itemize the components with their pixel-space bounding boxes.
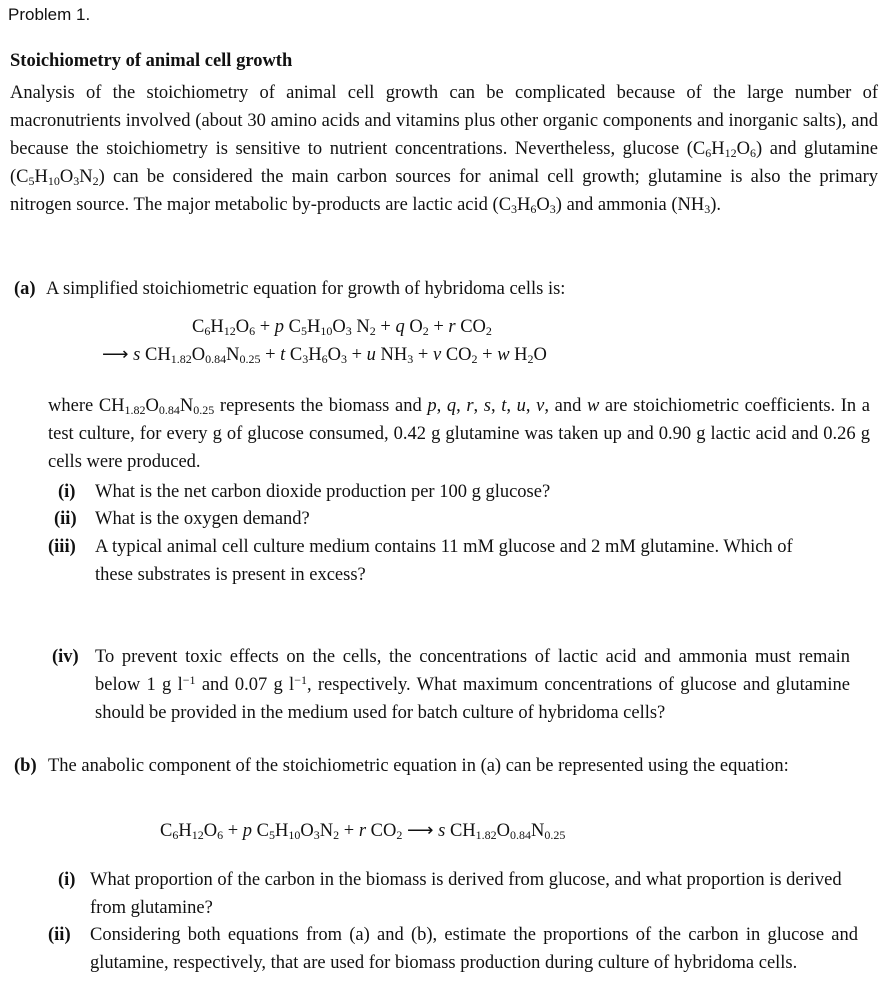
problem-heading: Problem 1. [8, 5, 91, 24]
question-a-i-label: (i) [58, 482, 76, 502]
glutamine-formula: $C_5H_{10}O_3N_2$ [16, 167, 99, 188]
part-a-where [48, 392, 870, 476]
question-a-iii-text: A typical animal cell culture medium contains 11 mM glucose and 2 mM glutamine. Which of these substrates is present in excess? [95, 537, 793, 585]
intro-text-5: ). [710, 195, 722, 215]
biomass-formula: $CH_{1.82}O_{0.84}N_{0.25}$ [98, 396, 215, 417]
question-a-ii-label: (ii) [54, 509, 77, 529]
equation-a-line1: $C_6H_{12}O_6 + p$ $C_5H_{10}O_3$ $N_2 + q$ $O_2 + r$ $CO_2$ [192, 317, 492, 338]
where-text-1: where [48, 396, 99, 416]
question-b-ii-text: Considering both equations from (a) and (b), estimate the proportions of the carbon in glucose and glutamine, respectively, that are used for biomass production during culture of hybridoma cells. [90, 925, 858, 973]
question-b-ii-label: (ii) [48, 925, 71, 945]
part-b-label: (b) [14, 756, 37, 776]
ammonia-formula: $NH_3$ [677, 195, 711, 216]
part-a-label: (a) [14, 279, 36, 299]
glucose-formula: $C_6H_{12}O_6$ [692, 139, 757, 160]
intro-text-2: ) and glutamine ( [10, 139, 879, 187]
question-a-iv-text: To prevent toxic effects on the cells, the concentrations of lactic acid and ammonia must remain below 1 g $l^{-1}$ and 0.07 g $l^{-1}$, respectively. What maximum concentrations of glucose and glutamine should be provided in the medium used for batch culture of hybridoma cells? [95, 647, 850, 723]
intro-text-3: ) can be considered the main carbon sources for animal cell growth; glutamine is also the primary nitrogen source. The major metabolic by-products are lactic acid ( [10, 167, 878, 215]
intro-paragraph [10, 79, 878, 219]
question-a-iii-label: (iii) [48, 537, 76, 557]
question-a-ii-text: What is the oxygen demand? [95, 509, 310, 529]
where-text-2: represents the biomass and p, q, r, s, t, u, v, and w are stoichiometric coefficients. In a test culture, for every g of glucose consumed, 0.42 g glutamine was taken up and 0.90 g lactic acid and 0.26 g cells were produced. [48, 396, 871, 472]
question-b-i-text: What proportion of the carbon in the biomass is derived from glucose, and what proportion is derived from glutamine? [90, 870, 842, 918]
equation-a-line2: ⟶ s $CH_{1.82}O_{0.84}N_{0.25} + t$ $C_3H_6O_3 + u$ $NH_3 + v$ $CO_2 + w$ $H_2O$ [102, 345, 547, 366]
part-a-text: A simplified stoichiometric equation for growth of hybridoma cells is: [46, 279, 566, 299]
lactic-acid-formula: $C_3H_6O_3$ [498, 195, 556, 216]
question-a-iv-label: (iv) [52, 647, 79, 667]
question-b-i-label: (i) [58, 870, 76, 890]
intro-text-4: ) and ammonia ( [555, 195, 678, 215]
intro-text-1: Analysis of the stoichiometry of animal cell growth can be complicated because of the large number of macronutrients involved (about 30 amino acids and vitamins plus other organic components and inorganic salts), and because the stoichiometry is sensitive to nutrient concentrations. Nevertheless, glucose ( [10, 83, 878, 159]
question-a-i-text: What is the net carbon dioxide production per 100 g glucose? [95, 482, 551, 502]
part-b-text: The anabolic component of the stoichiometric equation in (a) can be represented using the equation: [48, 756, 789, 776]
section-title: Stoichiometry of animal cell growth [10, 51, 293, 71]
equation-b: $C_6H_{12}O_6 + p$ $C_5H_{10}O_3N_2 + r$ $CO_2$ ⟶ s $CH_{1.82}O_{0.84}N_{0.25}$ [160, 821, 566, 842]
